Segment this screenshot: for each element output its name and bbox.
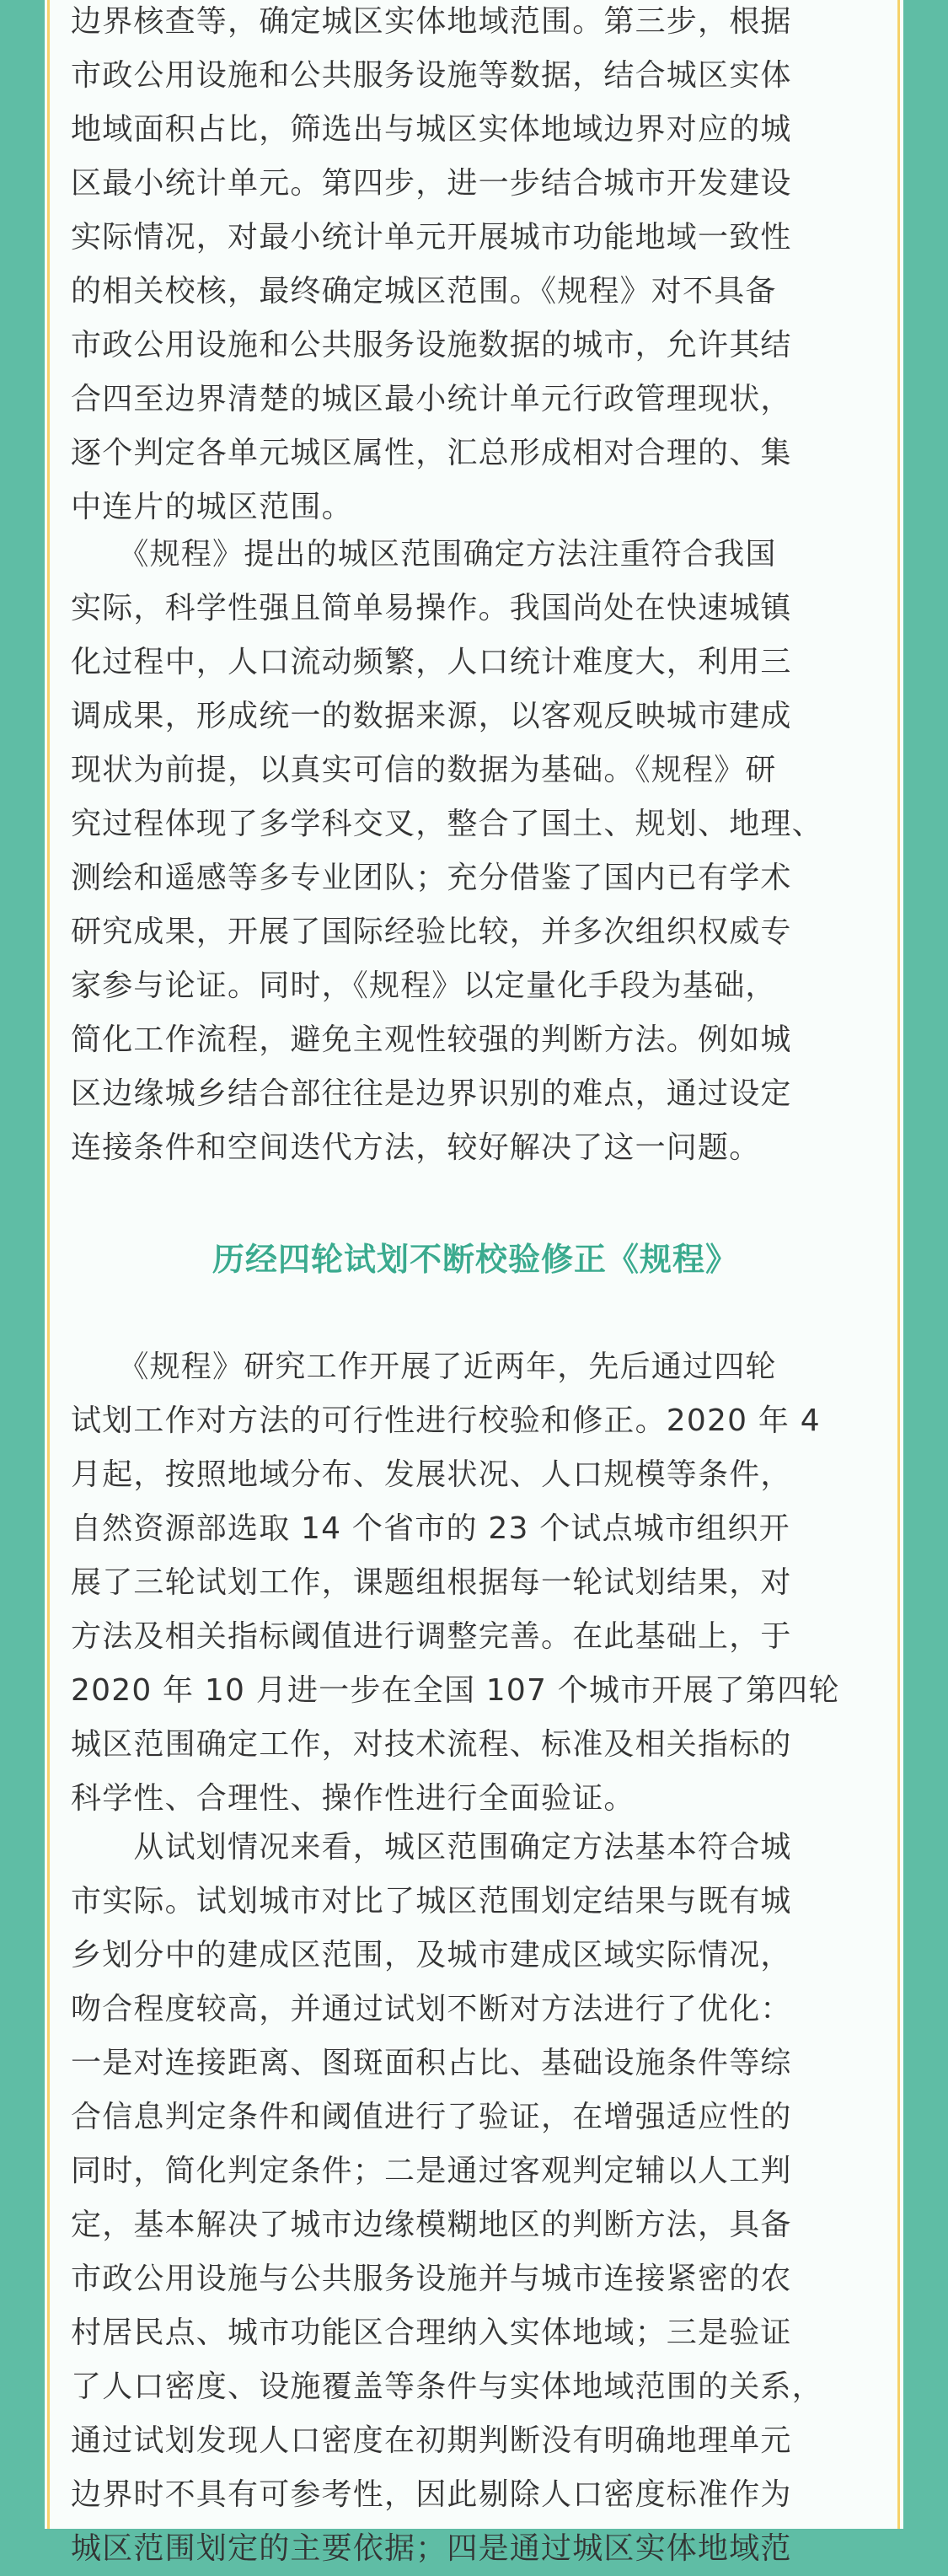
text-line: 市政公用设施和公共服务设施数据的城市，允许其结 xyxy=(71,328,792,362)
paragraph-1 xyxy=(71,0,880,534)
text-line: 吻合程度较高，并通过试划不断对方法进行了优化： xyxy=(71,1992,792,2026)
text-line: 现状为前提，以真实可信的数据为基础。《规程》研 xyxy=(71,753,777,787)
text-line: 究过程体现了多学科交叉，整合了国土、规划、地理、 xyxy=(71,807,823,841)
text-line: 边界时不具有可参考性，因此剔除人口密度标准作为 xyxy=(71,2477,792,2512)
text-line: 定，基本解决了城市边缘模糊地区的判断方法，具备 xyxy=(71,2208,792,2242)
text-line: 调成果，形成统一的数据来源，以客观反映城市建成 xyxy=(71,699,792,733)
text-line: 了人口密度、设施覆盖等条件与实体地域范围的关系， xyxy=(71,2369,823,2404)
text-line: 《规程》研究工作开展了近两年，先后通过四轮 xyxy=(71,1350,777,1384)
text-line: 2020 年 10 月进一步在全国 107 个城市开展了第四轮 xyxy=(71,1673,840,1708)
text-line: 中连片的城区范围。 xyxy=(71,490,353,524)
text-line: 逐个判定各单元城区属性，汇总形成相对合理的、集 xyxy=(71,436,792,470)
text-line: 边界核查等，确定城区实体地域范围。第三步，根据 xyxy=(71,4,792,39)
text-line: 试划工作对方法的可行性进行校验和修正。2020 年 4 xyxy=(71,1403,821,1438)
left-border-rule xyxy=(47,0,50,2529)
text-line: 市政公用设施与公共服务设施并与城市连接紧密的农 xyxy=(71,2262,792,2296)
text-line: 从试划情况来看，城区范围确定方法基本符合城 xyxy=(71,1830,792,1865)
text-line: 简化工作流程，避免主观性较强的判断方法。例如城 xyxy=(71,1022,792,1057)
text-line: 区最小统计单元。第四步，进一步结合城市开发建设 xyxy=(71,166,792,201)
text-line: 家参与论证。同时，《规程》以定量化手段为基础， xyxy=(71,969,777,1003)
paragraph-4 xyxy=(71,1821,880,2576)
text-line: 同时，简化判定条件；二是通过客观判定辅以人工判 xyxy=(71,2154,792,2188)
section-heading: 历经四轮试划不断校验修正《规程》 xyxy=(212,1240,738,1278)
text-line: 实际，科学性强且简单易操作。我国尚处在快速城镇 xyxy=(71,591,792,625)
text-line: 科学性、合理性、操作性进行全面验证。 xyxy=(71,1781,635,1816)
text-line: 方法及相关指标阈值进行调整完善。在此基础上，于 xyxy=(71,1619,792,1654)
text-line: 测绘和遥感等多专业团队；充分借鉴了国内已有学术 xyxy=(71,861,792,895)
text-line: 《规程》提出的城区范围确定方法注重符合我国 xyxy=(71,537,777,572)
text-line: 连接条件和空间迭代方法，较好解决了这一问题。 xyxy=(71,1130,761,1165)
text-line: 合信息判定条件和阈值进行了验证，在增强适应性的 xyxy=(71,2100,792,2134)
text-line: 化过程中，人口流动频繁，人口统计难度大，利用三 xyxy=(71,645,792,679)
right-border-rule xyxy=(897,0,900,2529)
text-line: 地域面积占比，筛选出与城区实体地域边界对应的城 xyxy=(71,112,792,147)
text-line: 城区范围划定的主要依据；四是通过城区实体地域范 xyxy=(71,2531,792,2566)
paragraph-2 xyxy=(71,528,880,1175)
paragraph-3 xyxy=(71,1340,880,1826)
text-line: 合四至边界清楚的城区最小统计单元行政管理现状， xyxy=(71,382,792,416)
text-line: 通过试划发现人口密度在初期判断没有明确地理单元 xyxy=(71,2423,792,2458)
text-line: 实际情况，对最小统计单元开展城市功能地域一致性 xyxy=(71,220,792,255)
text-line: 展了三轮试划工作，课题组根据每一轮试划结果，对 xyxy=(71,1565,792,1600)
text-line: 的相关校核，最终确定城区范围。《规程》对不具备 xyxy=(71,274,777,309)
text-line: 自然资源部选取 14 个省市的 23 个试点城市组织开 xyxy=(71,1511,790,1546)
text-line: 区边缘城乡结合部往往是边界识别的难点，通过设定 xyxy=(71,1076,792,1111)
text-line: 城区范围确定工作，对技术流程、标准及相关指标的 xyxy=(71,1727,792,1762)
text-line: 研究成果，开展了国际经验比较，并多次组织权威专 xyxy=(71,915,792,949)
text-line: 村居民点、城市功能区合理纳入实体地域；三是验证 xyxy=(71,2316,792,2350)
text-line: 市实际。试划城市对比了城区范围划定结果与既有城 xyxy=(71,1884,792,1919)
text-line: 乡划分中的建成区范围，及城市建成区域实际情况， xyxy=(71,1938,792,1972)
text-line: 月起，按照地域分布、发展状况、人口规模等条件， xyxy=(71,1457,792,1492)
text-line: 市政公用设施和公共服务设施等数据，结合城区实体 xyxy=(71,58,792,93)
text-line: 一是对连接距离、图斑面积占比、基础设施条件等综 xyxy=(71,2046,792,2080)
